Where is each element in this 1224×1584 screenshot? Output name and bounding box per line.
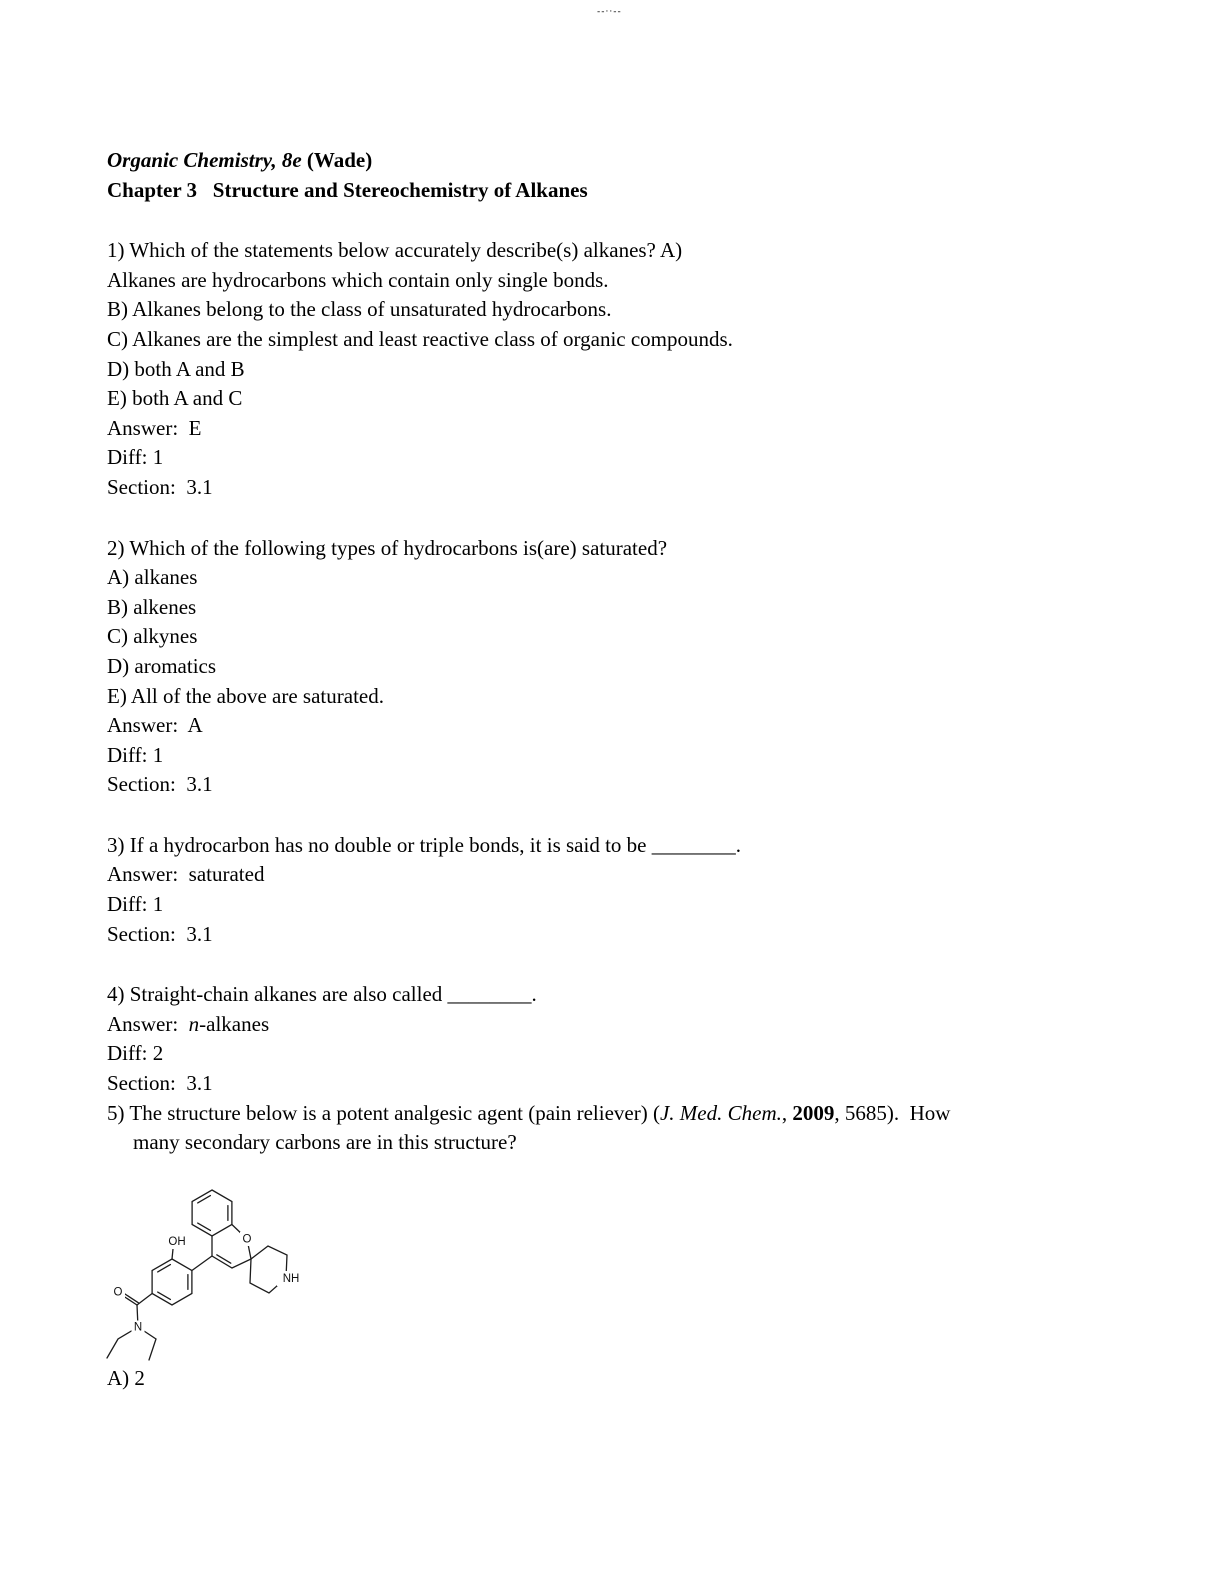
q5-stem-line2: many secondary carbons are in this structure? [133,1130,517,1155]
question-1 [107,236,1127,502]
q2-option-a: A) alkanes [107,565,198,590]
q2-answer: Answer: A [107,713,203,738]
question-2 [107,534,1127,800]
pyran-ring [212,1224,251,1268]
q2-option-e: E) All of the above are saturated. [107,683,384,708]
spacer [107,503,1127,534]
question-3 [107,831,1127,949]
amide-oxygen-label: O [113,1286,123,1299]
nh-atom-label: NH [282,1272,300,1285]
book-title: Organic Chemistry, 8e [107,148,302,172]
q5-option-a: A) 2 [107,1365,145,1390]
spacer [107,949,1127,980]
q5-seg2: , [781,1100,793,1125]
q5-journal-italic: J. Med. Chem. [659,1100,782,1125]
q4-section: Section: 3.1 [107,1071,213,1096]
oh-atom-label: OH [168,1235,186,1248]
molecule-structure-svg [100,1182,310,1364]
ring-oxygen-label: O [242,1233,252,1246]
q2-option-d: D) aromatics [107,653,217,678]
book-author: (Wade) [301,148,373,172]
q1-answer: Answer: E [107,415,202,440]
q2-diff: Diff: 1 [107,742,164,767]
q5-seg3: , 5685). How [834,1100,951,1125]
top-edge-artifact: --··-- [597,7,622,17]
question-4 [107,980,1127,1098]
q4-stem: 4) Straight-chain alkanes are also called ________. [107,982,537,1007]
q4-answer-suffix: -alkanes [199,1011,270,1036]
q4-diff: Diff: 2 [107,1041,164,1066]
document-content [107,146,1127,1393]
q2-option-b: B) alkenes [107,594,197,619]
q2-section: Section: 3.1 [107,772,213,797]
q1-diff: Diff: 1 [107,445,164,470]
q2-stem: 2) Which of the following types of hydrocarbons is(are) saturated? [107,535,668,560]
q4-answer-n-italic: n [188,1011,200,1036]
q1-stem-line2: Alkanes are hydrocarbons which contain only single bonds. [107,267,609,292]
chapter-title: Chapter 3 Structure and Stereochemistry of Alkanes [107,177,588,202]
q3-stem: 3) If a hydrocarbon has no double or triple bonds, it is said to be ________. [107,832,741,857]
spacer [107,800,1127,831]
benzene-ring [192,1190,232,1236]
question-5 [107,1099,1127,1394]
phenol-ring [152,1249,212,1305]
q3-section: Section: 3.1 [107,921,213,946]
atom-labels [111,1232,305,1334]
book-title-line [107,146,1127,176]
q2-option-c: C) alkynes [107,624,198,649]
q5-seg1: 5) The structure below is a potent analgesic agent (pain reliever) ( [107,1100,660,1125]
q1-option-c: C) Alkanes are the simplest and least reactive class of organic compounds. [107,326,733,351]
spacer [107,205,1127,236]
q3-diff: Diff: 1 [107,892,164,917]
q5-year-bold: 2009 [792,1100,835,1125]
molecule-structure-figure [100,1182,310,1364]
amide-nitrogen-label: N [133,1321,143,1334]
q1-section: Section: 3.1 [107,474,213,499]
q4-answer-prefix: Answer: [107,1011,189,1036]
q1-option-b: B) Alkanes belong to the class of unsaturated hydrocarbons. [107,297,612,322]
q5-stem-line1 [107,1099,1127,1129]
q1-option-e: E) both A and C [107,386,243,411]
q4-answer [107,1010,1127,1040]
q1-option-d: D) both A and B [107,356,245,381]
q3-answer: Answer: saturated [107,862,265,887]
q1-stem-line1: 1) Which of the statements below accurately describe(s) alkanes? A) [107,238,683,263]
